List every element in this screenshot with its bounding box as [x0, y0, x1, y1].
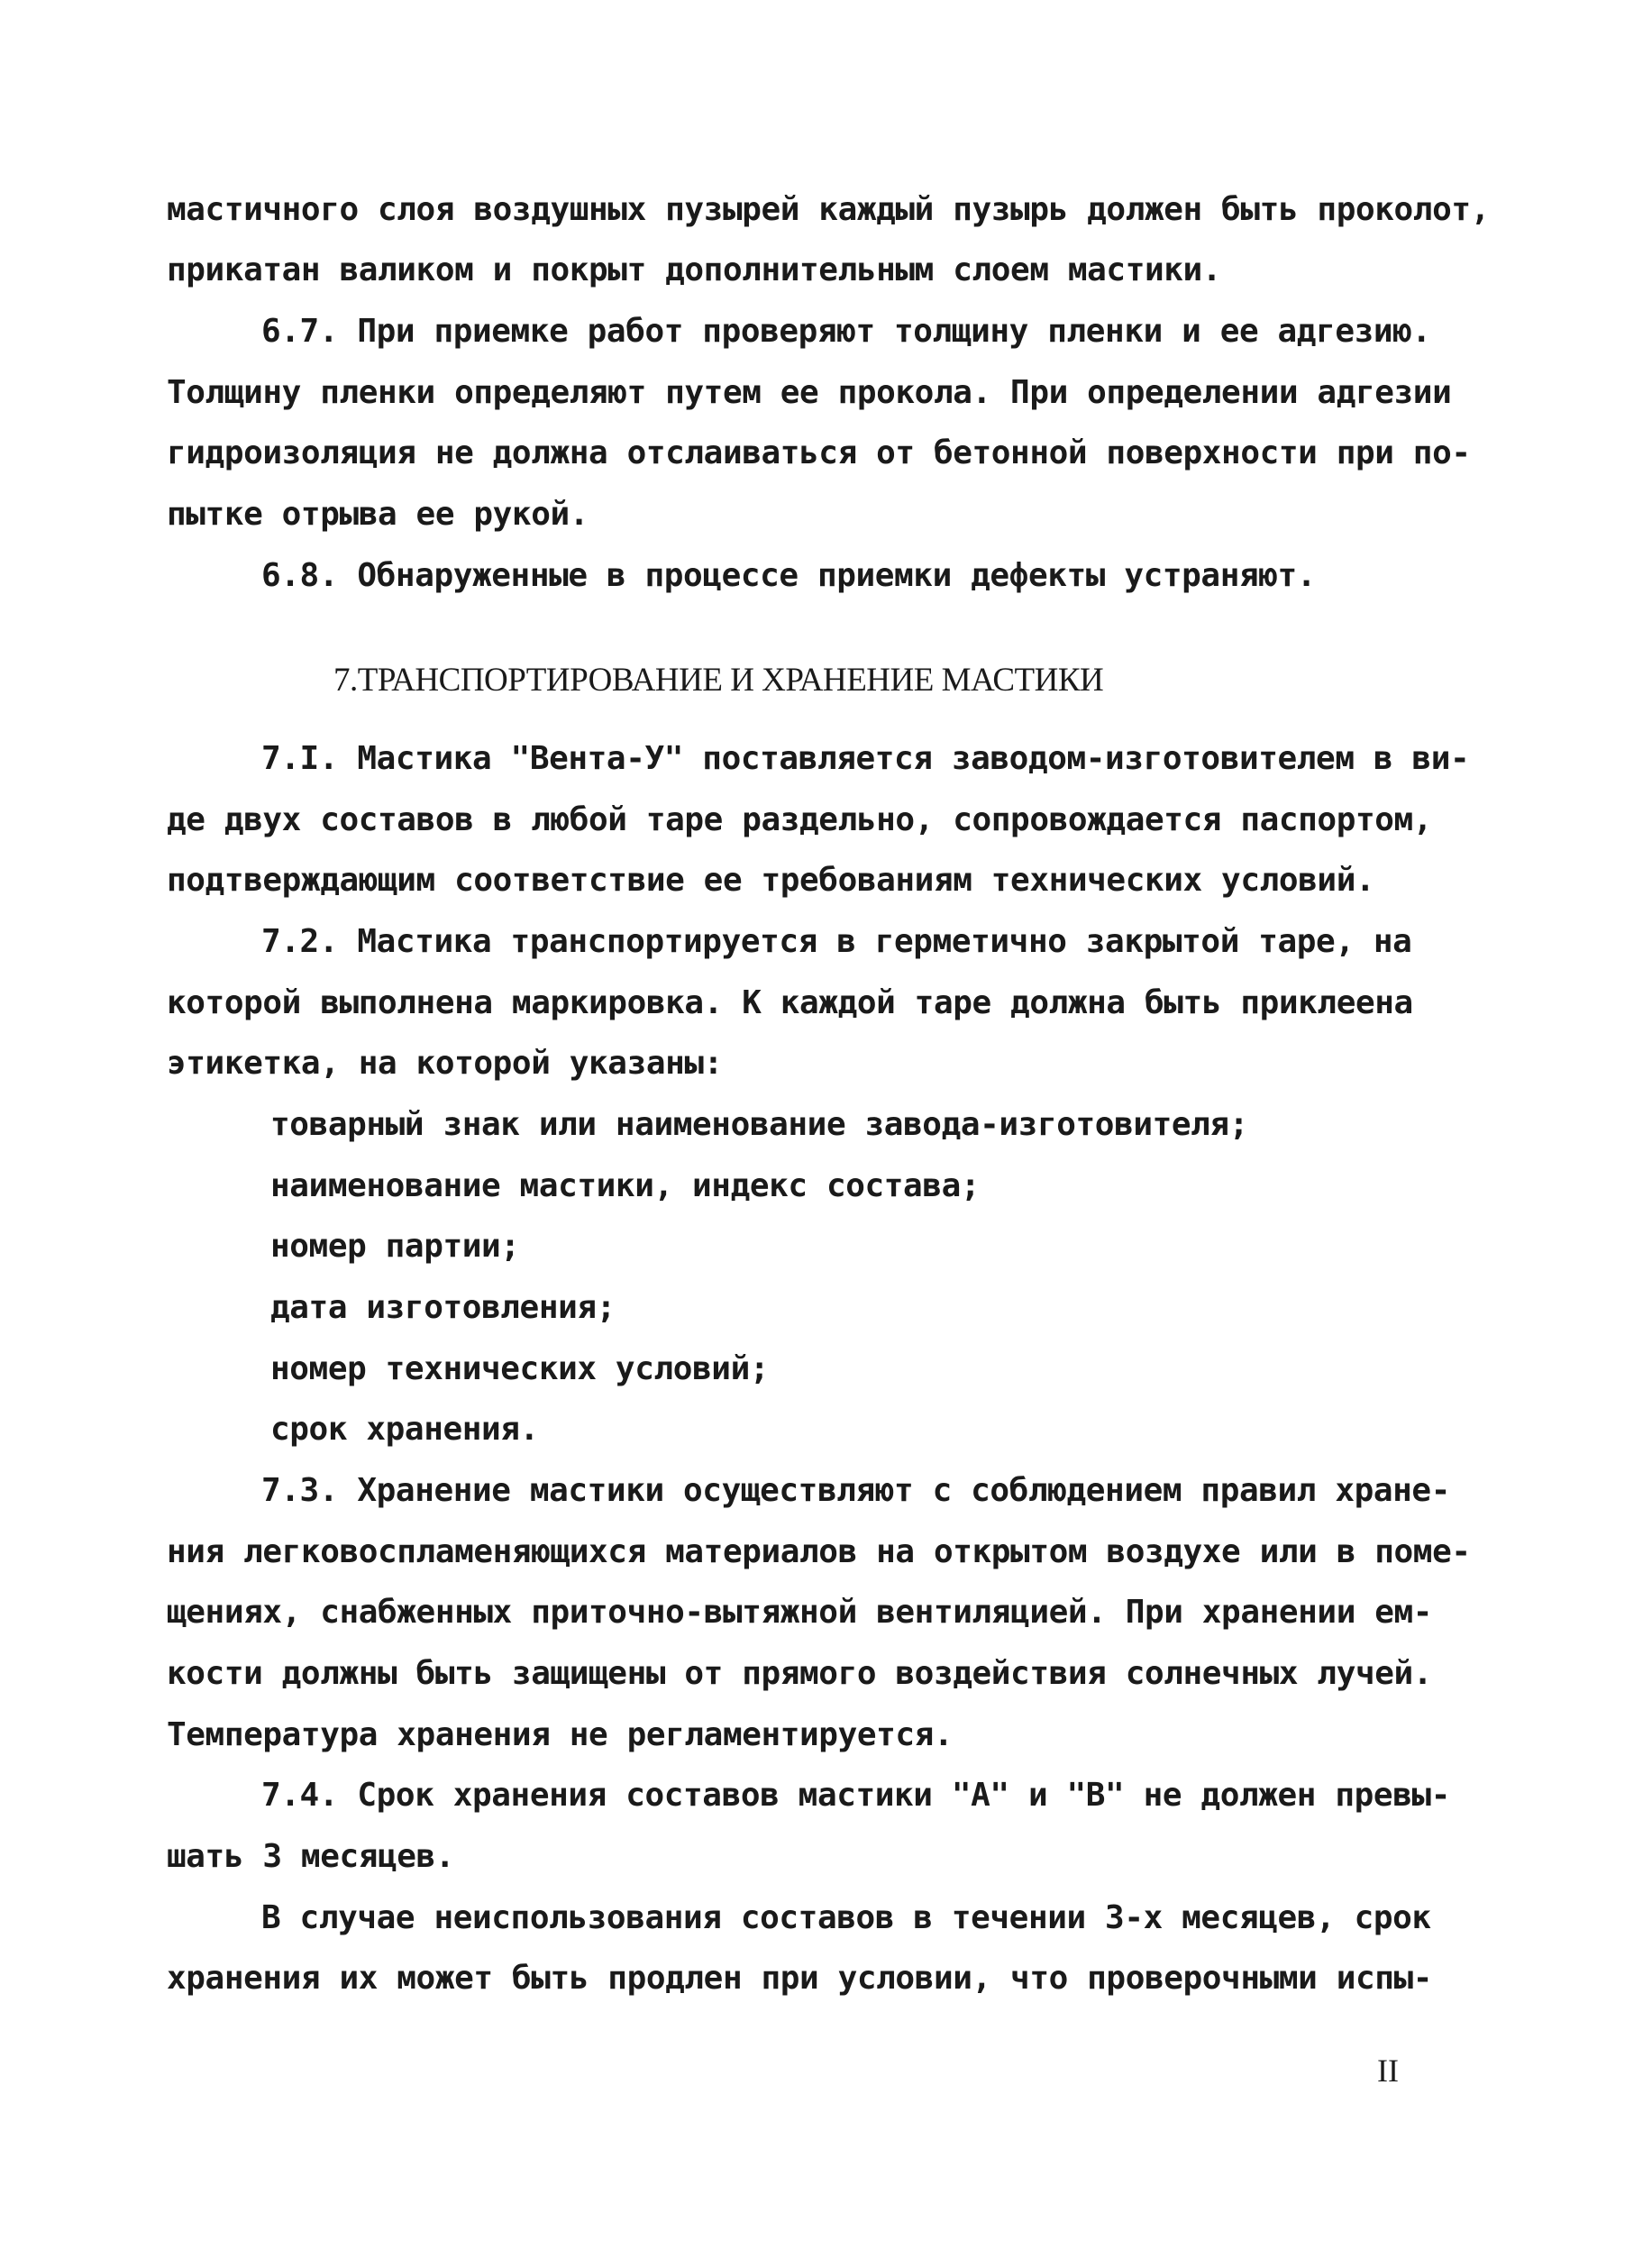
list-item: номер партии;: [270, 1228, 520, 1265]
paragraph-text: В случае неиспользования составов в течении 3-х месяцев, срок: [261, 1899, 1431, 1936]
text-line: Температура хранения не регламентируется.: [167, 1716, 954, 1753]
text-line: кости должны быть защищены от прямого воздействия солнечных лучей.: [167, 1655, 1433, 1692]
list-item: номер технических условий;: [270, 1350, 770, 1387]
text-line: пытке отрыва ее рукой.: [167, 496, 589, 533]
section-heading: 7.ТРАНСПОРТИРОВАНИЕ И ХРАНЕНИЕ МАСТИКИ: [333, 662, 1104, 699]
text-line: шать 3 месяцев.: [167, 1838, 455, 1875]
text-line: мастичного слоя воздушных пузырей каждый пузырь должен быть проколот,: [167, 191, 1490, 228]
list-item: дата изготовления;: [270, 1289, 616, 1326]
paragraph-7-1: 7.I. Мастика "Вента-У" поставляется заводом-изготовителем в ви-: [261, 740, 1470, 777]
paragraph-7-4: 7.4. Срок хранения составов мастики "А" и "В" не должен превы-: [261, 1777, 1450, 1814]
text-line: гидроизоляция не должна отслаиваться от бетонной поверхности при по-: [167, 434, 1471, 471]
text-line: подтверждающим соответствие ее требованиям технических условий.: [167, 862, 1375, 899]
text-line: прикатан валиком и покрыт дополнительным слоем мастики.: [167, 251, 1222, 288]
page-number: II: [1377, 2053, 1399, 2089]
paragraph-7-3: 7.3. Хранение мастики осуществляют с соблюдением правил хране-: [261, 1472, 1450, 1509]
list-item: наименование мастики, индекс состава;: [270, 1167, 981, 1204]
text-line: щениях, снабженных приточно-вытяжной вентиляцией. При хранении ем-: [167, 1594, 1433, 1631]
list-item: срок хранения.: [270, 1411, 539, 1448]
text-line: де двух составов в любой таре раздельно, сопровождается паспортом,: [167, 801, 1433, 838]
text-line: хранения их может быть продлен при условии, что проверочными испы-: [167, 1960, 1433, 1997]
text-line: ния легковоспламеняющихся материалов на открытом воздухе или в поме-: [167, 1533, 1471, 1570]
paragraph-6-7: 6.7. При приемке работ проверяют толщину пленки и ее адгезию.: [261, 313, 1431, 350]
paragraph-7-2: 7.2. Мастика транспортируется в герметично закрытой таре, на: [261, 923, 1412, 960]
list-item: товарный знак или наименование завода-изготовителя;: [270, 1106, 1248, 1143]
text-line: этикетка, на которой указаны:: [167, 1045, 723, 1082]
text-line: Толщину пленки определяют путем ее прокола. При определении адгезии: [167, 374, 1452, 411]
text-line: которой выполнена маркировка. К каждой таре должна быть приклеена: [167, 984, 1413, 1021]
paragraph-6-8: 6.8. Обнаруженные в процессе приемки дефекты устраняют.: [261, 557, 1317, 594]
